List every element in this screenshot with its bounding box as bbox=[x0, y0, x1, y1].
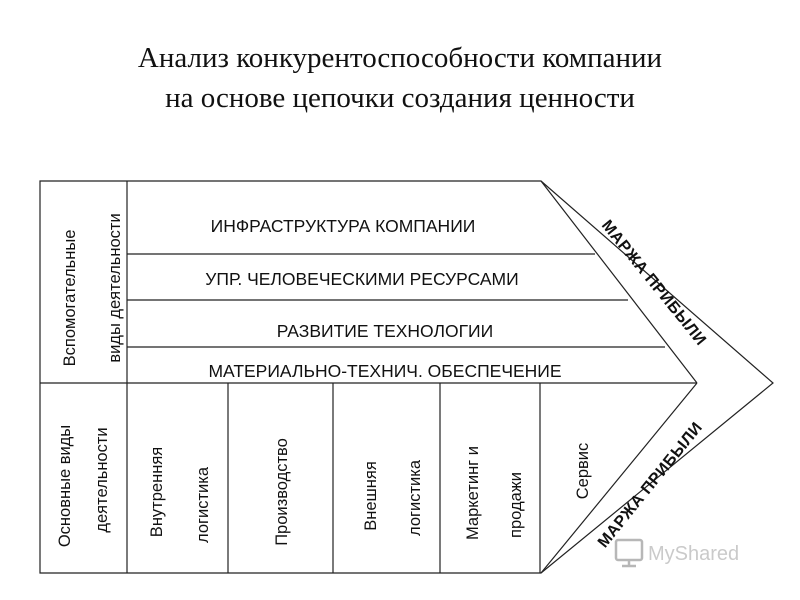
margin-label-top: МАРЖА ПРИБЫЛИ bbox=[597, 217, 710, 350]
primary-marketing-line-1: Маркетинг и bbox=[464, 445, 482, 541]
primary-service: Сервис bbox=[574, 442, 592, 500]
margin-inner-line bbox=[541, 181, 697, 383]
primary-inbound-line-1: Внутренняя bbox=[148, 446, 166, 538]
support-row-procurement: МАТЕРИАЛЬНО-ТЕХНИЧ. ОБЕСПЕЧЕНИЕ bbox=[208, 361, 562, 381]
primary-inbound-line-2: логистика bbox=[194, 466, 212, 544]
support-row-hr: УПР. ЧЕЛОВЕЧЕСКИМИ РЕСУРСАМИ bbox=[205, 269, 519, 289]
primary-outbound-line-2: логистика bbox=[406, 459, 424, 537]
support-label-line-2: виды деятельности bbox=[106, 213, 124, 363]
watermark-text: MyShared bbox=[648, 543, 740, 565]
watermark bbox=[616, 540, 739, 566]
primary-operations: Производство bbox=[273, 438, 291, 546]
primary-label-line-2: деятельности bbox=[93, 427, 111, 533]
title-line-2: на основе цепочки создания ценности bbox=[165, 82, 635, 114]
primary-outbound-line-1: Внешняя bbox=[362, 461, 380, 531]
margin-label-bottom: МАРЖА ПРИБЫЛИ bbox=[594, 419, 707, 552]
primary-label-line-1: Основные виды bbox=[56, 424, 74, 548]
support-label-line-1: Вспомогательные bbox=[61, 229, 79, 367]
presentation-board-icon bbox=[616, 540, 642, 566]
primary-marketing-line-2: продажи bbox=[507, 472, 525, 538]
title-line-1: Анализ конкурентоспособности компании bbox=[137, 42, 663, 74]
support-row-technology: РАЗВИТИЕ ТЕХНОЛОГИИ bbox=[276, 321, 494, 341]
support-row-infrastructure: ИНФРАСТРУКТУРА КОМПАНИИ bbox=[210, 216, 476, 236]
